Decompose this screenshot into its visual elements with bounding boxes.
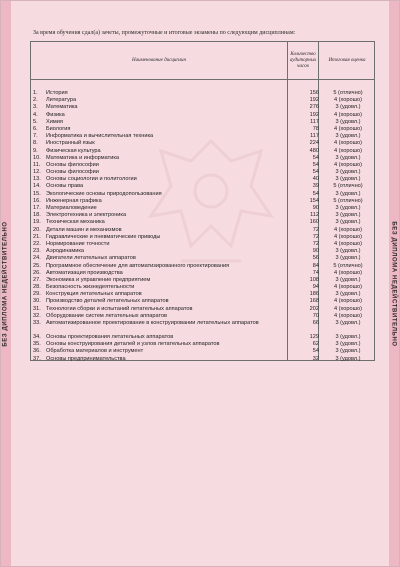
grade-value: 5 (отлично)	[333, 183, 363, 190]
grade-value: 4 (хорошо)	[333, 97, 363, 104]
table-row	[31, 140, 374, 147]
hours-value: 72	[312, 233, 319, 240]
discipline-name: Основы философии	[46, 169, 99, 176]
grade-value: 3 (удовл.)	[335, 169, 361, 176]
grade-value: 5 (отлично)	[333, 197, 363, 204]
table-row	[31, 248, 374, 255]
row-number: 37.	[33, 355, 41, 362]
row-number: 28.	[33, 284, 41, 291]
row-number: 4.	[33, 111, 38, 118]
discipline-name: Гидравлические и пневматические приводы	[46, 233, 161, 240]
grade-value: 4 (хорошо)	[333, 140, 363, 147]
grade-value: 3 (удовл.)	[335, 133, 361, 140]
row-number: 19.	[33, 219, 41, 226]
discipline-name: Инженерная графика	[46, 197, 102, 204]
table-row	[31, 313, 374, 320]
hours-value: 192	[309, 111, 319, 118]
right-validity-note	[389, 1, 399, 566]
row-number: 36.	[33, 348, 41, 355]
discipline-name: Оборудование систем летательных аппаратов	[46, 312, 168, 319]
discipline-name: Материаловедение	[46, 205, 97, 211]
row-number: 3.	[33, 104, 38, 111]
hours-value: 112	[310, 212, 319, 219]
grade-value: 5 (отлично)	[333, 90, 363, 96]
grade-value: 5 (отлично)	[333, 262, 363, 269]
hours-value: 108	[309, 276, 319, 283]
hours-value: 54	[312, 169, 319, 176]
hours-value: 54	[312, 154, 319, 161]
table-row	[31, 212, 374, 219]
table-row	[31, 205, 374, 212]
hours-value: 186	[309, 291, 319, 298]
grade-value: 3 (удовл.)	[335, 320, 361, 326]
table-row	[31, 97, 374, 104]
row-number: 7.	[33, 133, 38, 140]
row-number: 29.	[33, 291, 41, 298]
discipline-name: Автоматизация производства	[46, 269, 123, 276]
hours-value: 84	[312, 262, 319, 269]
table-row	[31, 277, 374, 284]
table-row	[31, 341, 374, 348]
table-row	[31, 162, 374, 169]
grade-value: 4 (хорошо)	[333, 312, 363, 319]
discipline-name: Биология	[46, 125, 71, 132]
table-row	[31, 270, 374, 277]
table-row	[31, 169, 374, 176]
hours-value: 168	[309, 298, 319, 305]
hours-value: 39	[312, 183, 319, 190]
row-number: 31.	[33, 305, 41, 312]
hours-value: 74	[312, 269, 319, 276]
table-row	[31, 176, 374, 183]
hours-value: 54	[312, 190, 319, 197]
intro-text: За время обучения сдал(а) зачеты, промежуточные и итоговые экзамены по следующим дисциплинам:	[33, 30, 296, 36]
row-number: 22.	[33, 240, 41, 247]
discipline-name: Основы конструирования деталей и узлов летательных аппаратов	[46, 341, 220, 348]
table-body	[31, 90, 374, 363]
discipline-name: Основы социологии и политологии	[46, 176, 137, 183]
hours-value: 154	[309, 197, 319, 204]
hours-value: 32	[312, 355, 319, 362]
grade-value: 4 (хорошо)	[333, 233, 363, 240]
discipline-name: Основы предпринимательства	[46, 355, 126, 362]
row-number: 6.	[33, 125, 38, 132]
grade-value: 3 (удовл.)	[335, 355, 361, 362]
row-number: 34.	[33, 334, 41, 340]
grade-value: 3 (удовл.)	[335, 104, 361, 111]
discipline-name: История	[46, 90, 68, 96]
grade-value: 4 (хорошо)	[333, 240, 363, 247]
hours-value: 276	[309, 104, 319, 111]
hours-value: 117	[310, 133, 319, 140]
table-row	[31, 234, 374, 241]
row-number: 20.	[33, 226, 41, 233]
hours-value: 156	[309, 90, 319, 96]
grade-value: 4 (хорошо)	[333, 147, 363, 154]
grade-value: 4 (хорошо)	[333, 298, 363, 305]
hours-value: 40	[312, 176, 319, 183]
hours-value: 72	[312, 240, 319, 247]
discipline-name: Информатика и вычислительная техника	[46, 133, 154, 140]
row-number: 5.	[33, 118, 38, 125]
grade-value: 3 (удовл.)	[335, 190, 361, 197]
grade-value: 3 (удовл.)	[335, 212, 361, 219]
row-number: 1.	[33, 90, 38, 96]
discipline-name: Конструкция летательных аппаратов	[46, 291, 142, 298]
discipline-name: Химия	[46, 118, 63, 125]
row-number: 8.	[33, 140, 38, 147]
right-validity-text: БЕЗ ДИПЛОМА НЕДЕЙСТВИТЕЛЬНО	[391, 220, 398, 347]
discipline-name: Программное обеспечение для автоматизированного проектирования	[46, 262, 230, 269]
hours-value: 54	[312, 161, 319, 168]
header-grade: Итоговая оценка	[319, 42, 375, 80]
table-row	[31, 263, 374, 270]
table-row	[31, 148, 374, 155]
left-validity-text: БЕЗ ДИПЛОМА НЕДЕЙСТВИТЕЛЬНО	[3, 220, 10, 347]
table-row	[31, 112, 374, 119]
hours-value: 480	[309, 147, 319, 154]
grade-value: 4 (хорошо)	[333, 125, 363, 132]
discipline-name: Литература	[46, 97, 77, 104]
table-row	[31, 356, 374, 363]
table-row	[31, 320, 374, 334]
grade-value: 3 (удовл.)	[335, 205, 361, 211]
discipline-name: Основы проектирования летательных аппаратов	[46, 334, 174, 340]
row-number: 32.	[33, 312, 41, 319]
hours-value: 66	[312, 320, 319, 326]
row-number: 12.	[33, 169, 41, 176]
discipline-name: Физика	[46, 111, 65, 118]
grade-value: 3 (удовл.)	[335, 334, 361, 340]
grade-value: 3 (удовл.)	[335, 341, 361, 348]
hours-value: 129	[309, 334, 319, 340]
table-row	[31, 155, 374, 162]
discipline-name: Основы философии	[46, 161, 99, 168]
table-row	[31, 241, 374, 248]
header-hours: Количество аудиторных часов	[288, 42, 318, 80]
table-row	[31, 298, 374, 305]
discipline-name: Обработка материалов и инструмент	[46, 348, 144, 355]
hours-value: 72	[312, 226, 319, 233]
row-number: 35.	[33, 341, 41, 348]
table-row	[31, 284, 374, 291]
row-number: 11.	[33, 161, 41, 168]
row-number: 2.	[33, 97, 38, 104]
row-number: 21.	[33, 233, 41, 240]
grade-value: 3 (удовл.)	[335, 255, 361, 262]
hours-value: 192	[309, 97, 319, 104]
grade-value: 3 (удовл.)	[335, 348, 361, 355]
hours-value: 90	[312, 248, 319, 255]
hours-value: 224	[309, 140, 319, 147]
hours-value: 90	[312, 205, 319, 211]
table-row	[31, 306, 374, 313]
grades-table	[30, 41, 375, 361]
hours-value: 202	[309, 305, 319, 312]
discipline-name: Аэродинамика	[46, 248, 85, 255]
table-row	[31, 90, 374, 97]
hours-value: 62	[312, 341, 319, 348]
discipline-name: Автоматизированное проектирование в конструировании летательных аппаратов	[46, 320, 259, 326]
table-row	[31, 119, 374, 126]
table-row	[31, 198, 374, 205]
table-row	[31, 183, 374, 190]
row-number: 18.	[33, 212, 41, 219]
discipline-name: Математика и информатика	[46, 154, 119, 161]
row-number: 24.	[33, 255, 41, 262]
left-validity-note	[1, 1, 11, 566]
table-row	[31, 255, 374, 262]
table-row	[31, 348, 374, 355]
discipline-name: Технологии сборки и испытаний летательных аппаратов	[46, 305, 193, 312]
discipline-name: Производство деталей летательных аппаратов	[46, 298, 169, 305]
row-number: 23.	[33, 248, 41, 255]
hours-value: 160	[309, 219, 319, 226]
row-number: 33.	[33, 320, 41, 326]
row-number: 15.	[33, 190, 41, 197]
hours-value: 70	[312, 312, 319, 319]
row-number: 17.	[33, 205, 41, 211]
discipline-name: Физическая культура	[46, 147, 101, 154]
table-row	[31, 126, 374, 133]
discipline-name: Электротехника и электроника	[46, 212, 127, 219]
discipline-name: Детали машин и механизмов	[46, 226, 122, 233]
row-number: 16.	[33, 197, 41, 204]
table-row	[31, 104, 374, 111]
hours-value: 78	[312, 125, 319, 132]
discipline-name: Техническая механика	[46, 219, 105, 226]
row-number: 27.	[33, 276, 41, 283]
grade-value: 3 (удовл.)	[335, 118, 361, 125]
hours-value: 94	[312, 284, 319, 291]
hours-value: 56	[312, 255, 319, 262]
row-number: 14.	[33, 183, 41, 190]
row-number: 30.	[33, 298, 41, 305]
discipline-name: Двигатели летательных аппаратов	[46, 255, 136, 262]
grade-value: 4 (хорошо)	[333, 111, 363, 118]
discipline-name: Безопасность жизнедеятельности	[46, 284, 135, 291]
grade-value: 3 (удовл.)	[335, 154, 361, 161]
grade-value: 3 (удовл.)	[335, 291, 361, 298]
grade-value: 3 (удовл.)	[335, 248, 361, 255]
hours-value: 117	[310, 118, 319, 125]
discipline-name: Математика	[46, 104, 78, 111]
grade-value: 3 (удовл.)	[335, 219, 361, 226]
table-row	[31, 227, 374, 234]
header-discipline: Наименование дисциплин	[31, 42, 287, 80]
table-row	[31, 219, 374, 226]
grade-value: 4 (хорошо)	[333, 305, 363, 312]
grade-value: 3 (удовл.)	[335, 176, 361, 183]
row-number: 9.	[33, 147, 38, 154]
grade-value: 4 (хорошо)	[333, 269, 363, 276]
discipline-name: Экономика и управление предприятием	[46, 276, 151, 283]
discipline-name: Иностранный язык	[46, 140, 95, 147]
row-number: 13.	[33, 176, 41, 183]
grade-value: 4 (хорошо)	[333, 226, 363, 233]
discipline-name: Основы права	[46, 183, 84, 190]
row-number: 10.	[33, 154, 41, 161]
grade-value: 4 (хорошо)	[333, 284, 363, 291]
discipline-name: Экологические основы природопользования	[46, 190, 162, 197]
discipline-name: Нормирование точности	[46, 240, 110, 247]
row-number: 26.	[33, 269, 41, 276]
hours-value: 54	[312, 348, 319, 355]
grade-value: 3 (удовл.)	[335, 276, 361, 283]
table-row	[31, 191, 374, 198]
row-number: 25.	[33, 262, 41, 269]
grade-value: 4 (хорошо)	[333, 161, 363, 168]
